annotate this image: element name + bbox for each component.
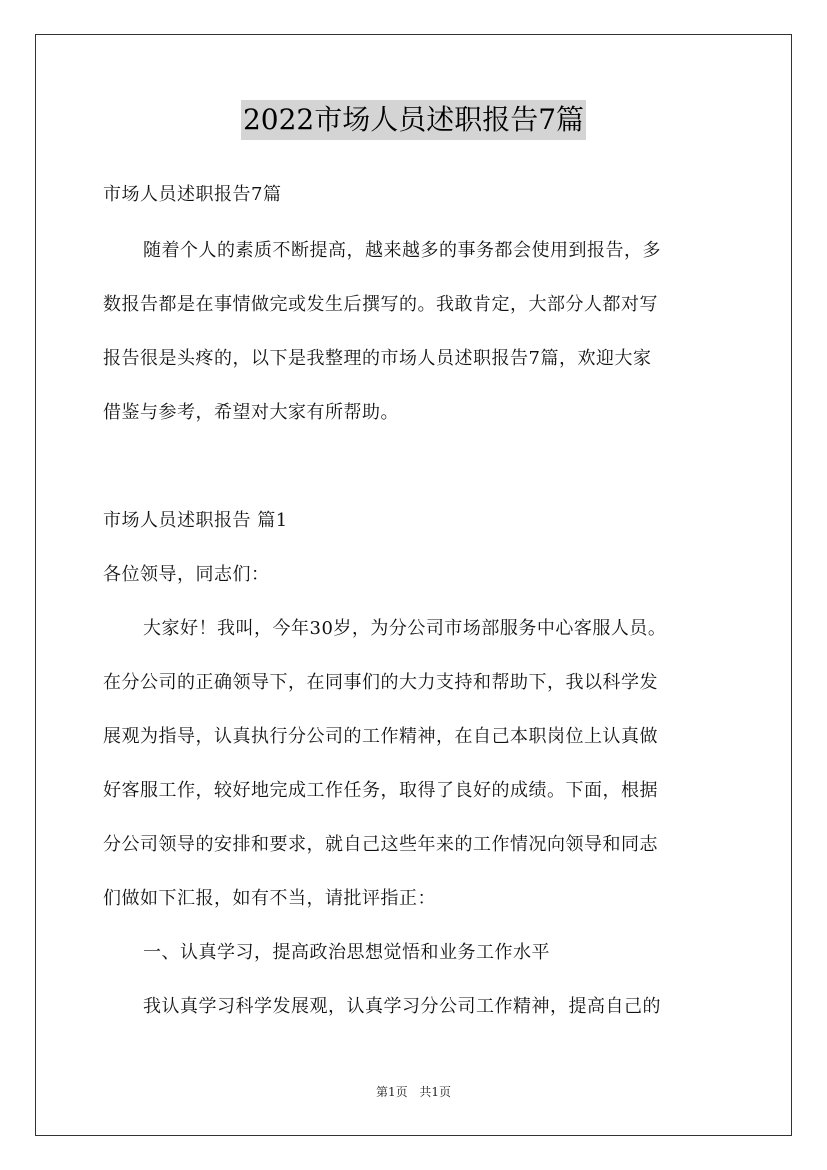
total-pages: 共1页 bbox=[419, 1085, 452, 1099]
section-heading: 市场人员述职报告 篇1 bbox=[103, 510, 288, 531]
intro-line-1: 随着个人的素质不断提高，越来越多的事务都会使用到报告，多 bbox=[143, 240, 661, 261]
body-line-5: 分公司领导的安排和要求，就自己这些年来的工作情况向领导和同志 bbox=[103, 834, 658, 855]
intro-line-2: 数报告都是在事情做完或发生后撰写的。我敢肯定，大部分人都对写 bbox=[103, 294, 658, 315]
body-last-line: 我认真学习科学发展观，认真学习分公司工作精神，提高自己的 bbox=[143, 996, 661, 1017]
intro-line-3: 报告很是头疼的，以下是我整理的市场人员述职报告7篇，欢迎大家 bbox=[103, 348, 652, 369]
body-line-1: 大家好！我叫，今年30岁，为分公司市场部服务中心客服人员。 bbox=[143, 618, 667, 639]
document-subtitle: 市场人员述职报告7篇 bbox=[103, 184, 282, 205]
body-line-3: 展观为指导，认真执行分公司的工作精神，在自己本职岗位上认真做 bbox=[103, 726, 658, 747]
page-footer bbox=[0, 1083, 827, 1100]
document-title: 2022市场人员述职报告7篇 bbox=[241, 100, 586, 140]
body-line-2: 在分公司的正确领导下，在同事们的大力支持和帮助下，我以科学发 bbox=[103, 672, 658, 693]
salutation: 各位领导，同志们： bbox=[103, 564, 270, 585]
subheading: 一、认真学习，提高政治思想觉悟和业务工作水平 bbox=[143, 942, 550, 963]
intro-line-4: 借鉴与参考，希望对大家有所帮助。 bbox=[103, 402, 399, 423]
document-title-block bbox=[0, 100, 827, 140]
body-line-6: 们做如下汇报，如有不当，请批评指正： bbox=[103, 888, 436, 909]
page-number: 第1页 bbox=[375, 1085, 408, 1099]
body-line-4: 好客服工作，较好地完成工作任务，取得了良好的成绩。下面，根据 bbox=[103, 780, 658, 801]
